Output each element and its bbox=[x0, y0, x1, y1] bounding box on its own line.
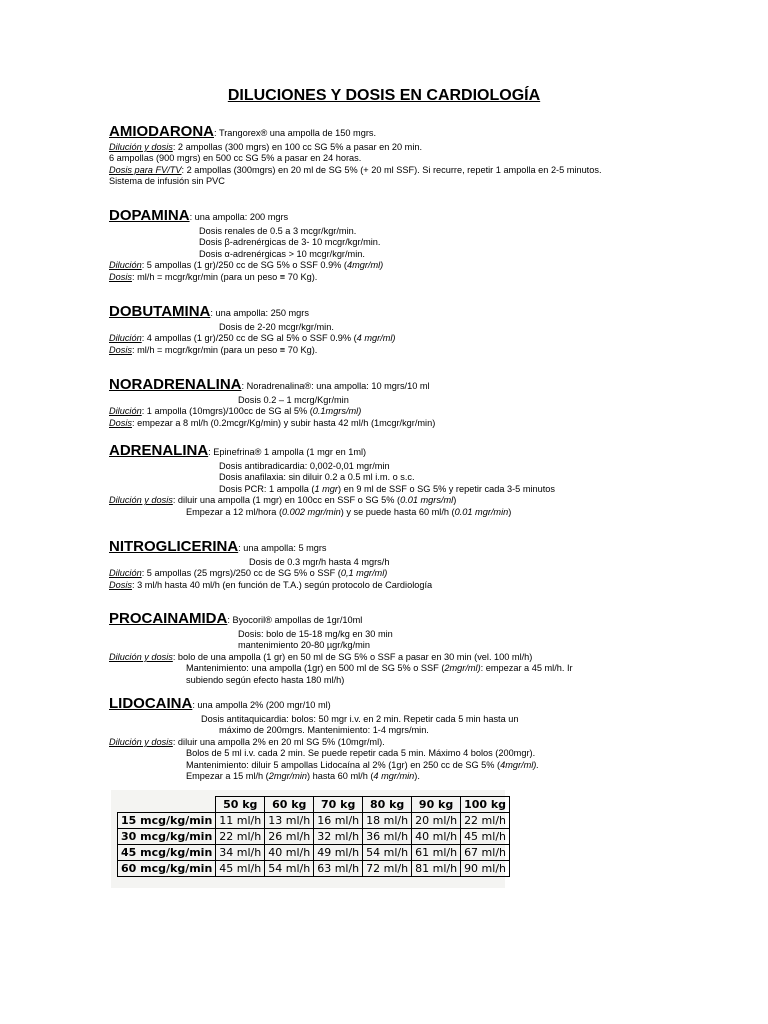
infusion-line: Empezar a 12 ml/hora (0.002 mgr/min) y se puede hasta 60 ml/h (0.01 mgr/min) bbox=[186, 506, 512, 517]
table-cell: 54 ml/h bbox=[363, 845, 412, 861]
dose-line: Dosis 0.2 – 1 mcrg/Kgr/min bbox=[238, 395, 349, 405]
table-header-row bbox=[118, 797, 510, 813]
table-cell: 72 ml/h bbox=[363, 861, 412, 877]
dilution-line-2: 6 ampollas (900 mgrs) en 500 cc SG 5% a pasar en 24 horas. bbox=[109, 153, 362, 164]
table-cell: 20 ml/h bbox=[412, 813, 461, 829]
dilution-line: Dilución: 5 ampollas (25 mgrs)/250 cc de SG 5% o SSF (0,1 mgr/ml) bbox=[109, 568, 388, 579]
drug-name: AMIODARONA bbox=[109, 123, 214, 140]
drug-presentation: : una ampolla: 200 mgrs bbox=[189, 212, 289, 222]
drug-heading bbox=[109, 123, 669, 142]
dose-formula-line: Dosis: 3 ml/h hasta 40 ml/h (en función de T.A.) según protocolo de Cardiología bbox=[109, 579, 433, 590]
drug-name: DOBUTAMINA bbox=[109, 303, 211, 320]
drug-name: DOPAMINA bbox=[109, 207, 190, 224]
dose-line: Dosis de 2-20 mcgr/kgr/min. bbox=[219, 322, 334, 332]
drug-presentation: : Byocoril® ampollas de 1gr/10ml bbox=[227, 615, 363, 625]
table-cell: 13 ml/h bbox=[265, 813, 314, 829]
dilution-label: Dilución y dosis bbox=[109, 142, 173, 152]
infusion-line: Empezar a 15 ml/h (2mgr/min) hasta 60 ml/h (4 mgr/min). bbox=[186, 771, 420, 782]
maintenance-line-2: subiendo según efecto hasta 180 ml/h) bbox=[186, 674, 345, 685]
dose-fv-line: Dosis para FV/TV: 2 ampollas (300mgrs) en 20 ml de SG 5% (+ 20 ml SSF). Si recurre, repetir 1 ampolla en 2-5 minutos. Sistema de infusión sin PVC bbox=[109, 164, 602, 187]
row-header: 15 mcg/kg/min bbox=[118, 813, 216, 829]
table-cell: 61 ml/h bbox=[412, 845, 461, 861]
dose-line-2: máximo de 200mgrs. Mantenimiento: 1-4 mgrs/min. bbox=[219, 725, 429, 736]
table-cell: 63 ml/h bbox=[314, 861, 363, 877]
dose-formula-line: Dosis: empezar a 8 ml/h (0.2mcgr/Kg/min) y subir hasta 42 ml/h (1mcgr/kgr/min) bbox=[109, 417, 436, 428]
dose-line: Dosis anafilaxia: sin diluir 0.2 a 0.5 ml i.m. o s.c. bbox=[219, 472, 415, 483]
dose-formula-line: Dosis: ml/h = mcgr/kgr/min (para un peso ≡ 70 Kg). bbox=[109, 271, 318, 282]
drug-heading bbox=[109, 695, 669, 714]
maintenance-line: Mantenimiento: diluir 5 ampollas Lidocaína al 2% (1gr) en 250 cc de SG 5% (4mgr/ml). bbox=[186, 759, 539, 770]
drug-presentation: : una ampolla 2% (200 mgr/10 ml) bbox=[192, 700, 331, 710]
table-cell: 90 ml/h bbox=[461, 861, 510, 877]
column-header: 90 kg bbox=[412, 797, 461, 813]
table-cell: 36 ml/h bbox=[363, 829, 412, 845]
dose-line: Dosis antitaquicardia: bolos: 50 mgr i.v. en 2 min. Repetir cada 5 min hasta un bbox=[201, 714, 519, 724]
dilution-line: Dilución: 5 ampollas (1 gr)/250 cc de SG 5% o SSF 0.9% (4mgr/ml) bbox=[109, 260, 384, 271]
column-header: 50 kg bbox=[216, 797, 265, 813]
row-header: 45 mcg/kg/min bbox=[118, 845, 216, 861]
section-noradrenalina bbox=[109, 376, 669, 429]
drug-heading bbox=[109, 442, 669, 461]
table-cell: 26 ml/h bbox=[265, 829, 314, 845]
table-row bbox=[118, 829, 510, 845]
drug-heading bbox=[109, 303, 669, 322]
drug-heading bbox=[109, 207, 669, 226]
dilution-line: Dilución: 1 ampolla (10mgrs)/100cc de SG al 5% (0.1mgrs/ml) bbox=[109, 406, 362, 417]
table-corner bbox=[118, 797, 216, 813]
section-dobutamina bbox=[109, 303, 669, 356]
drug-presentation: : una ampolla: 250 mgrs bbox=[210, 308, 309, 318]
drug-presentation: : Epinefrina® 1 ampolla (1 mgr en 1ml) bbox=[208, 447, 367, 457]
dose-line: Dosis de 0.3 mgr/h hasta 4 mgrs/h bbox=[249, 557, 390, 567]
table-cell: 22 ml/h bbox=[216, 829, 265, 845]
section-nitroglicerina bbox=[109, 538, 669, 591]
section-procainamida bbox=[109, 610, 669, 686]
column-header: 70 kg bbox=[314, 797, 363, 813]
row-header: 60 mcg/kg/min bbox=[118, 861, 216, 877]
drug-name: NORADRENALINA bbox=[109, 376, 242, 393]
dilution-line: Dilución y dosis: bolo de una ampolla (1 gr) en 50 ml de SG 5% o SSF a pasar en 30 min (vel. 100 ml/h) bbox=[109, 651, 533, 662]
section-lidocaina bbox=[109, 695, 669, 782]
table-cell: 49 ml/h bbox=[314, 845, 363, 861]
dose-line: mantenimiento 20-80 µgr/kg/min bbox=[238, 640, 370, 651]
dose-fv-label: Dosis para FV/TV bbox=[109, 164, 182, 175]
section-amiodarona bbox=[109, 123, 669, 188]
drug-name: PROCAINAMIDA bbox=[109, 610, 228, 627]
table-cell: 45 ml/h bbox=[216, 861, 265, 877]
drug-name: LIDOCAINA bbox=[109, 695, 193, 712]
page-title: DILUCIONES Y DOSIS EN CARDIOLOGÍA bbox=[227, 87, 541, 104]
dose-line: Dosis PCR: 1 ampolla (1 mgr) en 9 ml de SSF o SG 5% y repetir cada 3-5 minutos bbox=[219, 483, 556, 494]
drug-presentation: : Trangorex® una ampolla de 150 mgrs. bbox=[214, 128, 377, 138]
table-cell: 67 ml/h bbox=[461, 845, 510, 861]
dilution-line: Dilución y dosis: diluir una ampolla (1 mgr) en 100cc en SSF o SG 5% (0.01 mgrs/ml) bbox=[109, 495, 457, 506]
table-cell: 22 ml/h bbox=[461, 813, 510, 829]
table-cell: 11 ml/h bbox=[216, 813, 265, 829]
section-dopamina bbox=[109, 207, 669, 283]
table-cell: 40 ml/h bbox=[265, 845, 314, 861]
table-cell: 32 ml/h bbox=[314, 829, 363, 845]
drug-presentation: : una ampolla: 5 mgrs bbox=[238, 543, 327, 553]
table-cell: 45 ml/h bbox=[461, 829, 510, 845]
dose-table-image bbox=[111, 790, 505, 888]
dose-line: Dosis antibradicardia: 0,002-0,01 mgr/min bbox=[219, 461, 390, 471]
row-header: 30 mcg/kg/min bbox=[118, 829, 216, 845]
dose-line: Dosis α-adrenérgicas > 10 mcgr/kgr/min. bbox=[199, 248, 365, 259]
table-cell: 54 ml/h bbox=[265, 861, 314, 877]
table-cell: 81 ml/h bbox=[412, 861, 461, 877]
table-row bbox=[118, 861, 510, 877]
drug-presentation: : Noradrenalina®: una ampolla: 10 mgrs/10 ml bbox=[241, 381, 430, 391]
column-header: 80 kg bbox=[363, 797, 412, 813]
column-header: 100 kg bbox=[461, 797, 510, 813]
maintenance-line: Mantenimiento: una ampolla (1gr) en 500 ml de SG 5% o SSF (2mgr/ml): empezar a 45 ml/h. Ir bbox=[186, 663, 573, 674]
drug-heading bbox=[109, 610, 669, 629]
drug-name: ADRENALINA bbox=[109, 442, 209, 459]
table-cell: 34 ml/h bbox=[216, 845, 265, 861]
dilution-line: Dilución y dosis: 2 ampollas (300 mgrs) en 100 cc SG 5% a pasar en 20 min. bbox=[109, 142, 423, 152]
table-row bbox=[118, 845, 510, 861]
table-cell: 18 ml/h bbox=[363, 813, 412, 829]
section-adrenalina bbox=[109, 442, 669, 518]
dose-line: Dosis β-adrenérgicas de 3- 10 mcgr/kgr/min. bbox=[199, 237, 381, 248]
drug-name: NITROGLICERINA bbox=[109, 538, 239, 555]
dose-table bbox=[117, 796, 510, 877]
drug-heading bbox=[109, 376, 669, 395]
dilution-line: Dilución y dosis: diluir una ampolla 2% en 20 ml SG 5% (10mgr/ml). bbox=[109, 736, 385, 747]
dose-formula-line: Dosis: ml/h = mcgr/kgr/min (para un peso ≡ 70 Kg). bbox=[109, 344, 318, 355]
table-cell: 40 ml/h bbox=[412, 829, 461, 845]
drug-heading bbox=[109, 538, 669, 557]
dose-line: Dosis: bolo de 15-18 mg/kg en 30 min bbox=[238, 629, 393, 639]
bolus-line: Bolos de 5 ml i.v. cada 2 min. Se puede repetir cada 5 min. Máximo 4 bolos (200mgr). bbox=[186, 748, 536, 759]
dilution-line: Dilución: 4 ampollas (1 gr)/250 cc de SG al 5% o SSF 0.9% (4 mgr/ml) bbox=[109, 333, 396, 344]
table-row bbox=[118, 813, 510, 829]
table-cell: 16 ml/h bbox=[314, 813, 363, 829]
column-header: 60 kg bbox=[265, 797, 314, 813]
dose-line: Dosis renales de 0.5 a 3 mcgr/kgr/min. bbox=[199, 226, 357, 236]
